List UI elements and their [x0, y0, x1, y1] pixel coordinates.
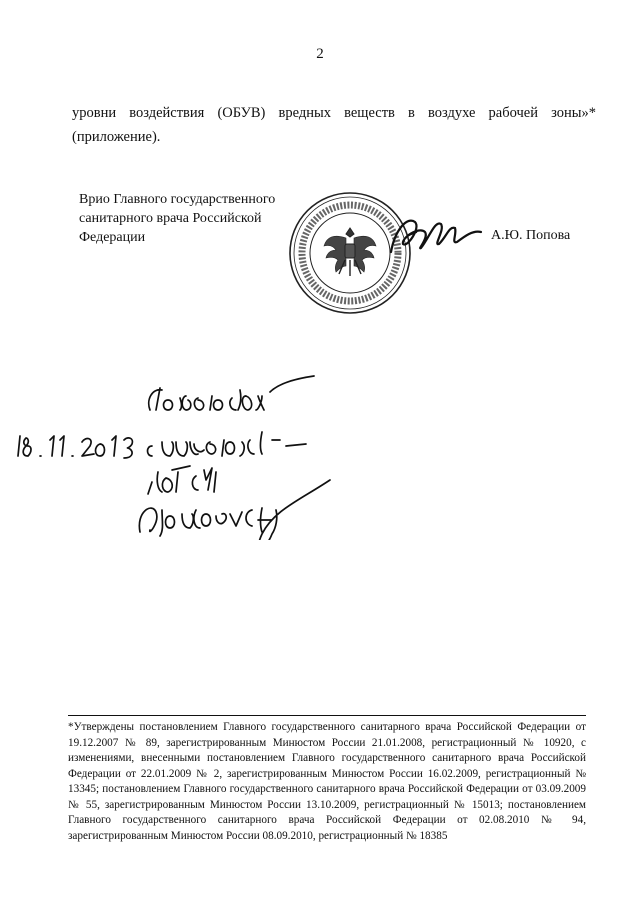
body-text-line-1: уровни воздействия (ОБУВ) вредных веществ в воздухе рабочей зоны»*: [72, 105, 596, 121]
signer-title-line-3: Федерации: [79, 230, 146, 245]
signer-name: А.Ю. Попова: [491, 228, 571, 243]
official-signature: [385, 200, 485, 270]
handwritten-note: [0, 360, 400, 540]
body-text-line-2: (приложение).: [72, 129, 161, 145]
signer-title-line-1: Врио Главного государственного: [79, 192, 276, 207]
footnote: *Утверждены постановлением Главного государственного санитарного врача Российской Федерации от 19.12.2007 № 89, зарегистрированным Минюстом России 21.01.2008, регистрационный № 10920, с изменениями, внесенными постановлением Главного государственного санитарного врача Российской Федерации от 22.01.2009 № 2, зарегистрированным Минюстом России 16.02.2009, регистрационный № 13345; постановлением Главного государственного санитарного врача Российской Федерации от 03.09.2009 № 55, зарегистрированным Минюстом России 13.10.2009, регистрационный № 15013; постановлением Главного государственного санитарного врача Российской Федерации от 02.08.2010 № 94, зарегистрированным Минюстом России 08.09.2010, регистрационный № 18385: [68, 721, 586, 842]
signer-title: [79, 190, 309, 247]
signer-title-line-2: санитарного врача Российской: [79, 211, 262, 226]
footnote-rule: [68, 715, 586, 716]
eagle-emblem-icon: [324, 228, 376, 276]
page-number: 2: [316, 46, 324, 62]
